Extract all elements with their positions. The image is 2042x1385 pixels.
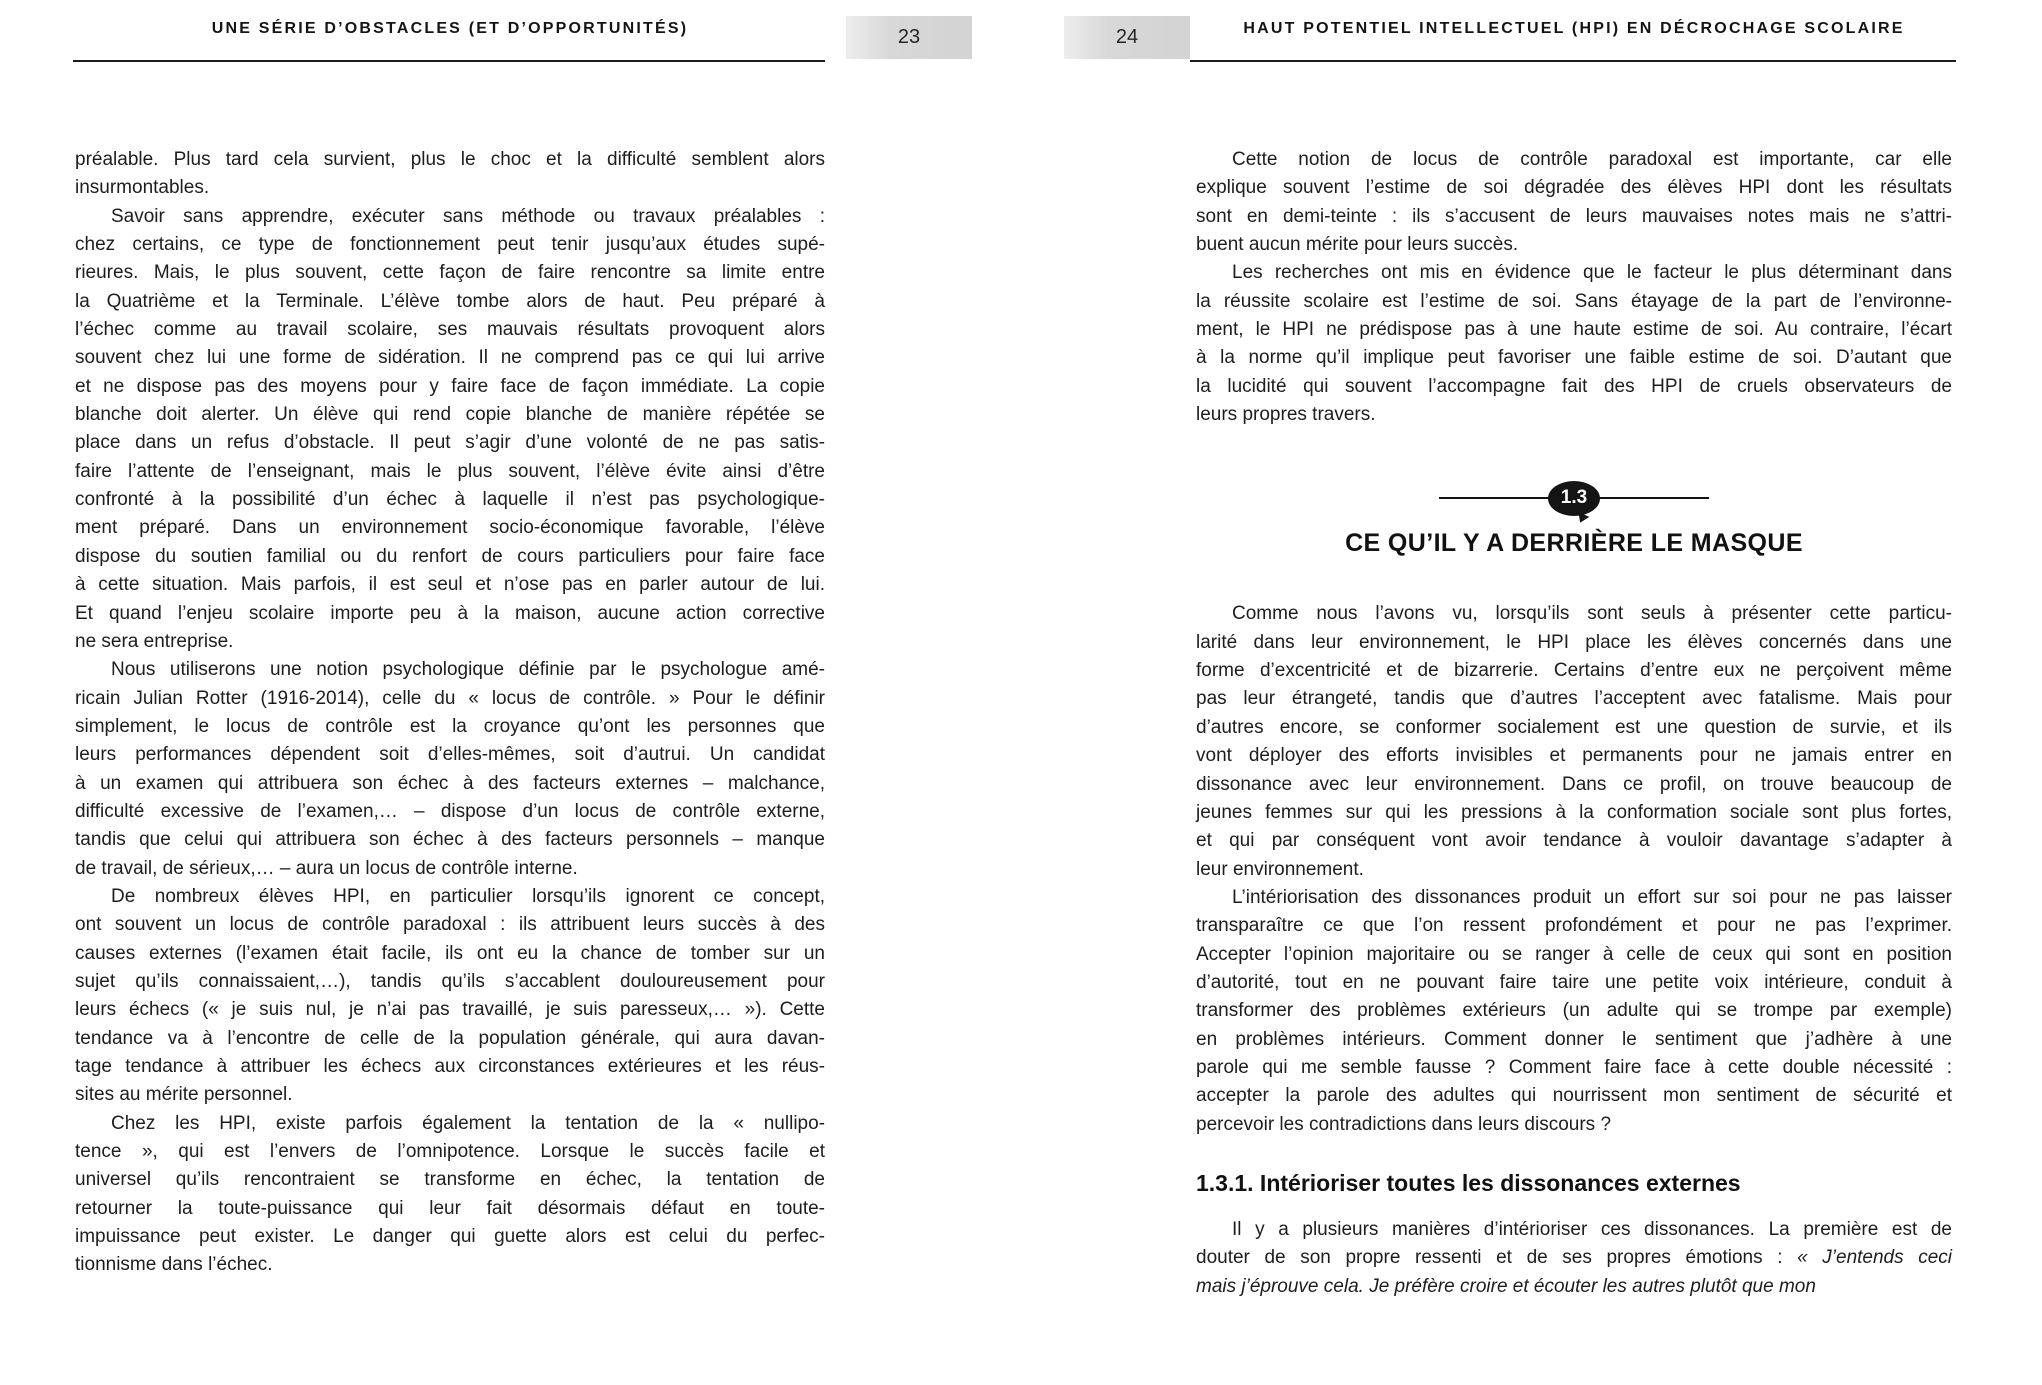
badge-tail [1575, 512, 1590, 525]
text-line: percevoir les contradictions dans leurs discours ? [1196, 1113, 1612, 1135]
text-line: place dans un refus d’obstacle. Il peut s’agir d’une volonté de ne pas satis- [75, 432, 825, 454]
subsection-heading: 1.3.1. Intérioriser toutes les dissonances externes [1196, 1169, 1741, 1196]
text-line: universel qu’ils rencontraient se transforme en échec, la tentation de [75, 1169, 825, 1191]
text-segment: douter de son propre ressenti et de ses propres émotions : [1196, 1247, 1798, 1269]
text-line: buent aucun mérite pour leurs succès. [1196, 234, 1519, 256]
text-line: l’échec comme au travail scolaire, ses mauvais résultats provoquent alors [75, 319, 825, 341]
text-line: chez certains, ce type de fonctionnement peut tenir jusqu’aux études supé- [75, 234, 825, 256]
text-line: tendance va à l’encontre de celle de la population générale, qui aura davan- [75, 1027, 825, 1049]
text-line: confronté à la possibilité d’un échec à laquelle il n’est pas psychologique- [75, 489, 825, 511]
text-line: ont souvent un locus de contrôle paradoxal : ils attribuent leurs succès à des [75, 914, 825, 936]
text-line: sujet qu’ils connaissaient,…), tandis qu’ils s’accablent douloureusement pour [75, 970, 825, 992]
text-line: simplement, le locus de contrôle est la croyance qu’ont les personnes que [75, 715, 825, 737]
running-header-left: UNE SÉRIE D’OBSTACLES (ET D’OPPORTUNITÉS) [211, 20, 689, 37]
text-line: tage tendance à attribuer les échecs aux circonstances extérieures et les réus- [75, 1056, 825, 1077]
text-line: Et quand l’enjeu scolaire importe peu à la maison, aucune action corrective [75, 602, 825, 624]
text-line: ricain Julian Rotter (1916-2014), celle du « locus de contrôle. » Pour le définir [75, 687, 825, 709]
text-line: d’autorité, tout en ne pouvant faire taire une petite voix intérieure, conduit à [1196, 971, 1952, 993]
text-line: De nombreux élèves HPI, en particulier lorsqu’ils ignorent ce concept, [111, 885, 825, 907]
text-line: causes externes (l’examen était facile, ils ont eu la chance de tomber sur un [75, 942, 825, 964]
section-title: CE QU’IL Y A DERRIÈRE LE MASQUE [1345, 529, 1803, 558]
text-line: la réussite scolaire est l’estime de soi. Sans étayage de la part de l’environne- [1196, 290, 1952, 312]
text-line: leurs propres travers. [1196, 404, 1376, 426]
text-line: tandis que celui qui attribuera son échec à des facteurs personnels – manque [75, 829, 825, 851]
quoted-italic-text: mais j’éprouve cela. Je préfère croire et écouter les autres plutôt que mon [1196, 1275, 1816, 1297]
text-line: Chez les HPI, existe parfois également la tentation de la « nullipo- [111, 1112, 825, 1134]
text-line: souvent chez lui une forme de sidération. Il ne comprend pas ce qui lui arrive [75, 347, 825, 369]
text-line: sites au mérite personnel. [75, 1084, 293, 1106]
text-line: dispose du soutien familial ou du renfort de cours particuliers pour faire face [75, 545, 825, 567]
text-line: jeunes femmes sur qui les pressions à la conformation sociale sont plus fortes, [1196, 801, 1952, 823]
text-line: de travail, de sérieux,… – aura un locus de contrôle interne. [75, 857, 578, 879]
section-number: 1.3 [1548, 481, 1600, 516]
text-line: blanche doit alerter. Un élève qui rend copie blanche de manière répétée se [75, 404, 825, 426]
text-line: Il y a plusieurs manières d’intérioriser ces dissonances. La première est de [1232, 1218, 1952, 1240]
text-line: leurs performances dépendent soit d’elles-mêmes, soit d’autrui. Un candidat [75, 744, 825, 766]
page-number-left: 23 [846, 16, 972, 59]
text-line: Nous utiliserons une notion psychologique définie par le psychologue amé- [111, 659, 825, 681]
text-line: sont en demi-teinte : ils s’accusent de leurs mauvaises notes mais ne s’attri- [1196, 205, 1952, 227]
text-line: la lucidité qui souvent l’accompagne fait des HPI de cruels observateurs de [1196, 375, 1952, 397]
text-line: à un examen qui attribuera son échec à des facteurs externes – malchance, [75, 772, 825, 794]
text-line: Accepter l’opinion majoritaire ou se ranger à celle de ceux qui sont en position [1196, 943, 1952, 965]
text-line: et qui par conséquent vont avoir tendance à vouloir davantage s’adapter à [1196, 830, 1952, 852]
text-line: leurs échecs (« je suis nul, je n’ai pas travaillé, je suis paresseux,… »). Cette [75, 999, 825, 1021]
text-line: préalable. Plus tard cela survient, plus le choc et la difficulté semblent alors [75, 149, 825, 170]
text-line [1196, 1244, 1952, 1272]
text-line: transparaître ce que l’on ressent profondément et pour ne pas l’exprimer. [1196, 915, 1952, 937]
text-line: insurmontables. [75, 177, 210, 199]
text-line: forme d’excentricité et de bizarrerie. Certains d’entre eux ne perçoivent même [1196, 660, 1952, 682]
text-line: ment, le HPI ne prédispose pas à une haute estime de soi. Au contraire, l’écart [1196, 319, 1952, 341]
text-line: leur environnement. [1196, 858, 1364, 880]
text-line: et ne dispose pas des moyens pour y faire face de façon immédiate. La copie [75, 375, 825, 397]
text-line: Savoir sans apprendre, exécuter sans méthode ou travaux préalables : [111, 205, 825, 227]
text-line: d’autres encore, se conformer socialement est une question de survie, et ils [1196, 716, 1952, 738]
text-line: retourner la toute-puissance qui leur fait désormais défaut en toute- [75, 1197, 825, 1219]
text-line: larité dans leur environnement, le HPI place les élèves concernés dans une [1196, 631, 1952, 653]
text-line: difficulté excessive de l’examen,… – dispose d’un locus de contrôle externe, [75, 800, 825, 822]
text-line: parole qui me semble fausse ? Comment faire face à cette double nécessité : [1196, 1056, 1952, 1078]
left-text-column [75, 146, 825, 1280]
text-line: L’intériorisation des dissonances produit un effort sur soi pour ne pas laisser [1232, 886, 1952, 908]
text-line: faire l’attente de l’enseignant, mais le plus souvent, l’élève évite ainsi d’être [75, 460, 825, 482]
text-line: accepter la parole des adultes qui nourrissent mon sentiment de sécurité et [1196, 1085, 1952, 1107]
text-line: rieures. Mais, le plus souvent, cette façon de faire rencontre sa limite entre [75, 262, 825, 284]
header-rule-left [73, 60, 825, 62]
right-text-column [1196, 146, 1952, 1301]
text-line: à cette situation. Mais parfois, il est seul et n’ose pas en parler autour de lui. [75, 574, 825, 596]
text-line: ment préparé. Dans un environnement socio-économique favorable, l’élève [75, 517, 825, 539]
text-line: impuissance peut exister. Le danger qui guette alors est celui du perfec- [75, 1226, 825, 1248]
running-header-right: HAUT POTENTIEL INTELLECTUEL (HPI) EN DÉCROCHAGE SCOLAIRE [1243, 20, 1905, 37]
text-line: explique souvent l’estime de soi dégradée des élèves HPI dont les résultats [1196, 177, 1952, 199]
text-line [1196, 1273, 1952, 1301]
text-line: dissonance avec leur environnement. Dans ce profil, on trouve beaucoup de [1196, 773, 1952, 795]
quoted-italic-text: « J’entends ceci [1797, 1247, 1953, 1269]
section-number-badge [1439, 481, 1709, 523]
text-line: ne sera entreprise. [75, 630, 234, 652]
text-line: vont déployer des efforts invisibles et permanents pour ne jamais entrer en [1196, 745, 1952, 767]
header-rule-right [1190, 60, 1956, 62]
text-line: la Quatrième et la Terminale. L’élève tombe alors de haut. Peu préparé à [75, 290, 825, 312]
text-line: Cette notion de locus de contrôle paradoxal est importante, car elle [1232, 149, 1952, 170]
text-line: à la norme qu’il implique peut favoriser une faible estime de soi. D’autant que [1196, 347, 1952, 369]
page-number-right: 24 [1064, 16, 1190, 59]
text-line: transformer des problèmes extérieurs (un adulte qui se trompe par exemple) [1196, 1000, 1952, 1022]
text-line: pas leur étrangeté, tandis que d’autres l’acceptent avec fatalisme. Mais pour [1196, 688, 1952, 710]
text-line: tence », qui est l’envers de l’omnipotence. Lorsque le succès facile et [75, 1141, 825, 1163]
text-line: Comme nous l’avons vu, lorsqu’ils sont seuls à présenter cette particu- [1232, 603, 1952, 625]
text-line: tionnisme dans l’échec. [75, 1254, 273, 1276]
text-line: en problèmes intérieurs. Comment donner le sentiment que j’adhère à une [1196, 1028, 1952, 1050]
text-line: Les recherches ont mis en évidence que le facteur le plus déterminant dans [1232, 262, 1952, 284]
